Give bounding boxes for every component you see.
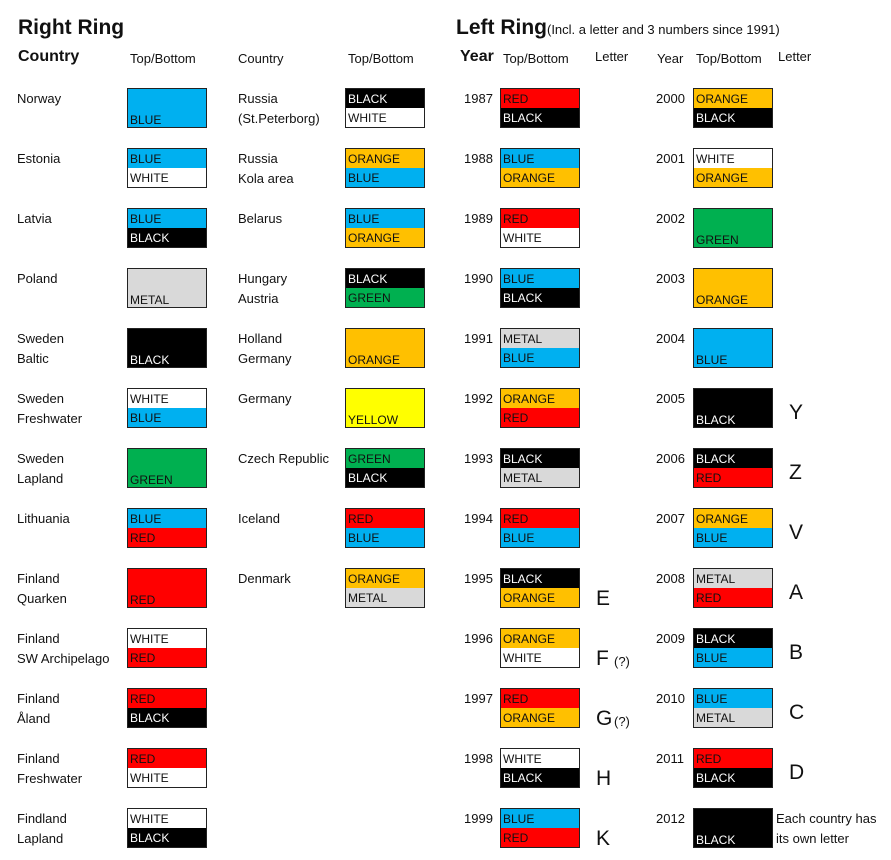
top-color-label: RED bbox=[128, 689, 206, 708]
bottom-color-label: BLACK bbox=[128, 228, 206, 247]
country2-6-swatch bbox=[345, 448, 425, 488]
year-label: 1990 bbox=[464, 271, 493, 286]
top-color-label: WHITE bbox=[501, 749, 579, 768]
left-ring-title bbox=[456, 16, 780, 40]
country-name: Lithuania bbox=[17, 511, 70, 526]
year-2004-swatch bbox=[693, 328, 773, 368]
year-label: 2008 bbox=[656, 571, 685, 586]
bottom-color-label: BLUE bbox=[346, 168, 424, 187]
country-subname: Lapland bbox=[17, 471, 64, 486]
year-1997-swatch bbox=[500, 688, 580, 728]
letter-code: A bbox=[789, 581, 804, 604]
header-year-1: Year bbox=[460, 48, 494, 65]
top-color-label: BLACK bbox=[346, 89, 424, 108]
year-label: 2002 bbox=[656, 211, 685, 226]
year-label: 1987 bbox=[464, 91, 493, 106]
year-label: 1999 bbox=[464, 811, 493, 826]
bottom-color-label: METAL bbox=[694, 708, 772, 727]
note bbox=[776, 809, 876, 849]
country2-8-swatch bbox=[345, 568, 425, 608]
country-name: Belarus bbox=[238, 211, 283, 226]
country-name: Sweden bbox=[17, 451, 64, 466]
header-year-2: Year bbox=[657, 51, 684, 66]
header-topbottom-2: Top/Bottom bbox=[348, 51, 414, 66]
top-color-label: BLUE bbox=[128, 209, 206, 228]
top-color-label: BLACK bbox=[501, 449, 579, 468]
country-11-swatch bbox=[127, 748, 207, 788]
bottom-color-label: METAL bbox=[346, 588, 424, 607]
country-subname: Germany bbox=[238, 351, 292, 366]
top-color-label: BLUE bbox=[128, 149, 206, 168]
year-label: 1989 bbox=[464, 211, 493, 226]
year-2003-swatch bbox=[693, 268, 773, 308]
top-color-label: WHITE bbox=[694, 149, 772, 168]
year-2007-swatch bbox=[693, 508, 773, 548]
country-subname: (St.Peterborg) bbox=[238, 111, 320, 126]
bottom-color-label: ORANGE bbox=[694, 168, 772, 187]
top-color-label: BLACK bbox=[694, 629, 772, 648]
country-5-swatch bbox=[127, 388, 207, 428]
bottom-color-label: RED bbox=[501, 828, 579, 847]
bottom-color-label: RED bbox=[128, 648, 206, 667]
left-ring-title-text: Left Ring bbox=[456, 16, 547, 39]
country-9-swatch bbox=[127, 628, 207, 668]
top-color-label: WHITE bbox=[128, 389, 206, 408]
letter-code: F bbox=[596, 647, 609, 670]
year-1996-swatch bbox=[500, 628, 580, 668]
country-subname: Baltic bbox=[17, 351, 49, 366]
country-subname: Freshwater bbox=[17, 771, 83, 786]
year-2012-swatch bbox=[693, 808, 773, 848]
top-color-label: RED bbox=[694, 749, 772, 768]
header-topbottom-4: Top/Bottom bbox=[696, 51, 762, 66]
bottom-color-label: BLUE bbox=[128, 408, 206, 427]
country2-5-swatch bbox=[345, 388, 425, 428]
country-name: Czech Republic bbox=[238, 451, 330, 466]
bottom-color-label: RED bbox=[694, 588, 772, 607]
country-subname: Quarken bbox=[17, 591, 67, 606]
bottom-color-label: BLACK bbox=[501, 108, 579, 127]
top-color-label: ORANGE bbox=[346, 149, 424, 168]
country-name: Poland bbox=[17, 271, 58, 286]
year-2005-swatch bbox=[693, 388, 773, 428]
bottom-color-label: BLUE bbox=[346, 528, 424, 547]
year-label: 2010 bbox=[656, 691, 685, 706]
letter-code: Y bbox=[789, 401, 804, 424]
year-label: 1996 bbox=[464, 631, 493, 646]
top-color-label: ORANGE bbox=[501, 389, 579, 408]
bottom-color-label: WHITE bbox=[501, 648, 579, 667]
country2-0-swatch bbox=[345, 88, 425, 128]
country-name: Hungary bbox=[238, 271, 288, 286]
year-label: 1997 bbox=[464, 691, 493, 706]
country-name: Latvia bbox=[17, 211, 52, 226]
bottom-color-label: RED bbox=[128, 528, 206, 547]
year-label: 1988 bbox=[464, 151, 493, 166]
top-color-label: ORANGE bbox=[346, 569, 424, 588]
country-name: Sweden bbox=[17, 331, 64, 346]
country2-1-swatch bbox=[345, 148, 425, 188]
country-7-swatch bbox=[127, 508, 207, 548]
color-label: GREEN bbox=[128, 449, 206, 487]
bottom-color-label: BLACK bbox=[128, 708, 206, 727]
year-1991-swatch bbox=[500, 328, 580, 368]
bottom-color-label: BLUE bbox=[694, 528, 772, 547]
country-name: Germany bbox=[238, 391, 292, 406]
year-2010-swatch bbox=[693, 688, 773, 728]
year-label: 1998 bbox=[464, 751, 493, 766]
country-subname: Åland bbox=[17, 711, 51, 726]
top-color-label: WHITE bbox=[128, 629, 206, 648]
bottom-color-label: BLACK bbox=[128, 828, 206, 847]
country-subname: Freshwater bbox=[17, 411, 83, 426]
year-1987-swatch bbox=[500, 88, 580, 128]
country-subname: Austria bbox=[238, 291, 279, 306]
year-label: 2012 bbox=[656, 811, 685, 826]
country-name: Russia bbox=[238, 151, 278, 166]
top-color-label: RED bbox=[346, 509, 424, 528]
country-name: Finland bbox=[17, 691, 60, 706]
letter-code: V bbox=[789, 521, 804, 544]
header-topbottom-1: Top/Bottom bbox=[130, 51, 196, 66]
year-1995-swatch bbox=[500, 568, 580, 608]
year-label: 2004 bbox=[656, 331, 685, 346]
country-name: Finland bbox=[17, 751, 60, 766]
bottom-color-label: METAL bbox=[501, 468, 579, 487]
year-label: 2003 bbox=[656, 271, 685, 286]
year-label: 1991 bbox=[464, 331, 493, 346]
country2-3-swatch bbox=[345, 268, 425, 308]
top-color-label: ORANGE bbox=[501, 629, 579, 648]
bottom-color-label: BLUE bbox=[501, 348, 579, 367]
year-2006-swatch bbox=[693, 448, 773, 488]
letter-code: C bbox=[789, 701, 805, 724]
year-2008-swatch bbox=[693, 568, 773, 608]
country-name: Iceland bbox=[238, 511, 280, 526]
color-label: YELLOW bbox=[346, 389, 424, 427]
bottom-color-label: RED bbox=[694, 468, 772, 487]
color-label: BLACK bbox=[694, 389, 772, 427]
country-0-swatch bbox=[127, 88, 207, 128]
country-3-swatch bbox=[127, 268, 207, 308]
top-color-label: BLACK bbox=[694, 449, 772, 468]
year-label: 2001 bbox=[656, 151, 685, 166]
country2-7-swatch bbox=[345, 508, 425, 548]
country-name: Holland bbox=[238, 331, 283, 346]
letter-code: H bbox=[596, 767, 612, 790]
top-color-label: ORANGE bbox=[694, 89, 772, 108]
bottom-color-label: BLACK bbox=[694, 108, 772, 127]
color-label: ORANGE bbox=[346, 329, 424, 367]
bottom-color-label: ORANGE bbox=[501, 168, 579, 187]
top-color-label: BLUE bbox=[694, 689, 772, 708]
year-label: 1994 bbox=[464, 511, 493, 526]
top-color-label: RED bbox=[501, 509, 579, 528]
color-label: METAL bbox=[128, 269, 206, 307]
country-name: Russia bbox=[238, 91, 278, 106]
country-name: Finland bbox=[17, 631, 60, 646]
color-label: BLACK bbox=[128, 329, 206, 367]
year-label: 1995 bbox=[464, 571, 493, 586]
color-label: BLUE bbox=[128, 89, 206, 127]
bottom-color-label: ORANGE bbox=[346, 228, 424, 247]
top-color-label: BLUE bbox=[346, 209, 424, 228]
letter-code: E bbox=[596, 587, 611, 610]
top-color-label: RED bbox=[501, 89, 579, 108]
country-name: Finland bbox=[17, 571, 60, 586]
year-1994-swatch bbox=[500, 508, 580, 548]
top-color-label: BLUE bbox=[128, 509, 206, 528]
letter-code: G bbox=[596, 707, 613, 730]
top-color-label: BLUE bbox=[501, 269, 579, 288]
letter-code: B bbox=[789, 641, 804, 664]
year-label: 2011 bbox=[656, 751, 684, 766]
country-name: Norway bbox=[17, 91, 62, 106]
header-letter-2: Letter bbox=[778, 49, 812, 64]
year-1998-swatch bbox=[500, 748, 580, 788]
year-label: 2000 bbox=[656, 91, 685, 106]
top-color-label: WHITE bbox=[128, 809, 206, 828]
year-1988-swatch bbox=[500, 148, 580, 188]
letter-code: K bbox=[596, 827, 611, 850]
country-6-swatch bbox=[127, 448, 207, 488]
year-label: 2009 bbox=[656, 631, 685, 646]
year-2009-swatch bbox=[693, 628, 773, 668]
color-label: GREEN bbox=[694, 209, 772, 247]
top-color-label: METAL bbox=[501, 329, 579, 348]
year-1989-swatch bbox=[500, 208, 580, 248]
letter-code: D bbox=[789, 761, 805, 784]
year-2001-swatch bbox=[693, 148, 773, 188]
year-2002-swatch bbox=[693, 208, 773, 248]
country-name: Denmark bbox=[238, 571, 291, 586]
year-2011-swatch bbox=[693, 748, 773, 788]
year-label: 2007 bbox=[656, 511, 685, 526]
country-10-swatch bbox=[127, 688, 207, 728]
country-subname: SW Archipelago bbox=[17, 651, 110, 666]
color-label: RED bbox=[128, 569, 206, 607]
bottom-color-label: WHITE bbox=[128, 768, 206, 787]
year-label: 2005 bbox=[656, 391, 685, 406]
bottom-color-label: BLACK bbox=[694, 768, 772, 787]
top-color-label: BLACK bbox=[346, 269, 424, 288]
color-label: BLUE bbox=[694, 329, 772, 367]
header-country-2: Country bbox=[238, 51, 284, 66]
top-color-label: METAL bbox=[694, 569, 772, 588]
color-label: ORANGE bbox=[694, 269, 772, 307]
top-color-label: ORANGE bbox=[694, 509, 772, 528]
top-color-label: RED bbox=[501, 689, 579, 708]
year-1993-swatch bbox=[500, 448, 580, 488]
bottom-color-label: RED bbox=[501, 408, 579, 427]
bottom-color-label: BLACK bbox=[501, 768, 579, 787]
country-name: Sweden bbox=[17, 391, 64, 406]
year-1999-swatch bbox=[500, 808, 580, 848]
bottom-color-label: BLACK bbox=[346, 468, 424, 487]
top-color-label: BLUE bbox=[501, 809, 579, 828]
country-subname: Kola area bbox=[238, 171, 294, 186]
top-color-label: RED bbox=[128, 749, 206, 768]
country-12-swatch bbox=[127, 808, 207, 848]
year-1992-swatch bbox=[500, 388, 580, 428]
top-color-label: GREEN bbox=[346, 449, 424, 468]
year-label: 1992 bbox=[464, 391, 493, 406]
bottom-color-label: GREEN bbox=[346, 288, 424, 307]
bottom-color-label: ORANGE bbox=[501, 588, 579, 607]
year-label: 1993 bbox=[464, 451, 493, 466]
top-color-label: RED bbox=[501, 209, 579, 228]
letter-uncertain: (?) bbox=[614, 654, 630, 669]
bottom-color-label: BLUE bbox=[501, 528, 579, 547]
letter-code: Z bbox=[789, 461, 802, 484]
bottom-color-label: WHITE bbox=[346, 108, 424, 127]
bottom-color-label: BLUE bbox=[694, 648, 772, 667]
country-8-swatch bbox=[127, 568, 207, 608]
country2-4-swatch bbox=[345, 328, 425, 368]
bottom-color-label: WHITE bbox=[128, 168, 206, 187]
top-color-label: BLUE bbox=[501, 149, 579, 168]
bottom-color-label: WHITE bbox=[501, 228, 579, 247]
color-label: BLACK bbox=[694, 809, 772, 847]
bottom-color-label: ORANGE bbox=[501, 708, 579, 727]
year-1990-swatch bbox=[500, 268, 580, 308]
right-ring-title: Right Ring bbox=[18, 16, 125, 39]
country-subname: Lapland bbox=[17, 831, 64, 846]
country-2-swatch bbox=[127, 208, 207, 248]
header-country-1: Country bbox=[18, 48, 80, 65]
letter-uncertain: (?) bbox=[614, 714, 630, 729]
country-1-swatch bbox=[127, 148, 207, 188]
header-topbottom-3: Top/Bottom bbox=[503, 51, 569, 66]
note-line-1: Each country has bbox=[776, 811, 877, 826]
country-4-swatch bbox=[127, 328, 207, 368]
country-name: Estonia bbox=[17, 151, 61, 166]
left-ring-subtitle: (Incl. a letter and 3 numbers since 1991) bbox=[546, 22, 780, 37]
country2-2-swatch bbox=[345, 208, 425, 248]
year-label: 2006 bbox=[656, 451, 685, 466]
top-color-label: BLACK bbox=[501, 569, 579, 588]
header-letter-1: Letter bbox=[595, 49, 629, 64]
bottom-color-label: BLACK bbox=[501, 288, 579, 307]
year-2000-swatch bbox=[693, 88, 773, 128]
country-name: Findland bbox=[17, 811, 67, 826]
note-line-2: its own letter bbox=[776, 831, 849, 846]
